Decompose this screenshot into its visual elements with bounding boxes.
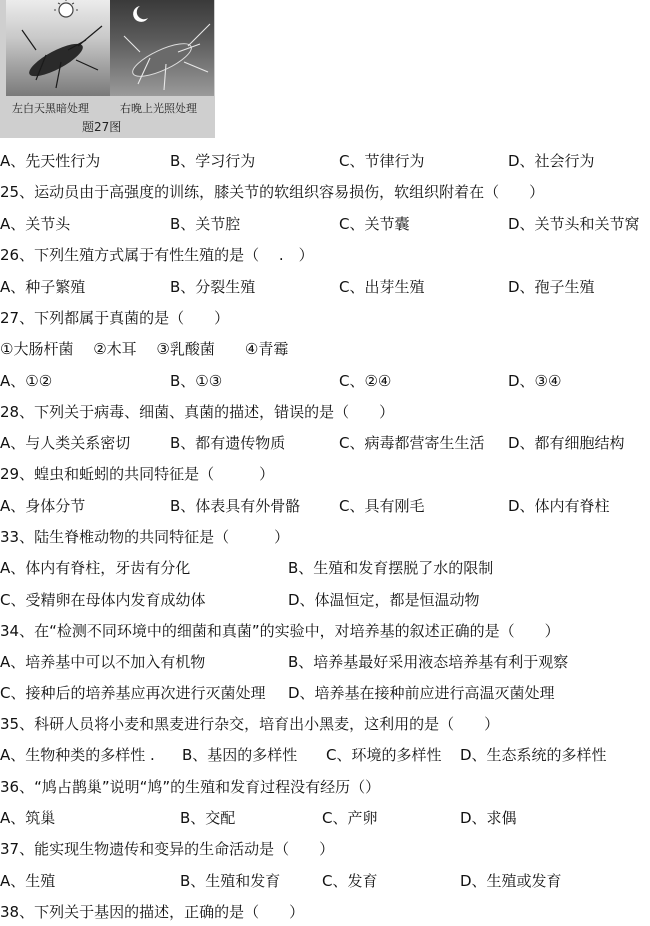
options-line (0, 651, 650, 673)
option-text: D、③④ (508, 372, 562, 390)
option-text: C、受精卵在母体内发育成幼体 (0, 591, 206, 609)
question-line (0, 401, 650, 423)
option-text: A、体内有脊柱，牙齿有分化 (0, 559, 191, 577)
option-text: A、①② (0, 372, 53, 390)
option-text: D、生态系统的多样性 (460, 746, 607, 764)
option-text: C、接种后的培养基应再次进行灭菌处理 (0, 684, 266, 702)
question-line (0, 307, 650, 329)
question-line (0, 244, 650, 266)
question-text: 37、能实现生物遗传和变异的生命活动是（ ） (0, 840, 335, 858)
option-text: B、①③ (170, 372, 223, 390)
moon-and-cockroach-icon (110, 0, 214, 96)
options-line (0, 432, 650, 454)
question-line (0, 338, 650, 360)
question-text: ①大肠杆菌 ②木耳 ③乳酸菌 ④青霉 (0, 340, 289, 358)
night-light-panel (110, 0, 214, 96)
question-text: 33、陆生脊椎动物的共同特征是（ ） (0, 528, 290, 546)
question-text: 34、在“检测不同环境中的细菌和真菌”的实验中，对培养基的叙述正确的是（ ） (0, 622, 560, 640)
options-line (0, 682, 650, 704)
option-text: D、社会行为 (508, 152, 595, 170)
option-text: A、与人类关系密切 (0, 434, 131, 452)
option-text: D、培养基在接种前应进行高温灭菌处理 (288, 684, 555, 702)
option-text: B、关节腔 (170, 215, 241, 233)
options-line (0, 150, 650, 172)
question-text: 28、下列关于病毒、细菌、真菌的描述，错误的是（ ） (0, 403, 395, 421)
options-line (0, 589, 650, 611)
option-text: C、产卵 (322, 809, 378, 827)
option-text: C、关节囊 (339, 215, 410, 233)
option-text: A、先天性行为 (0, 152, 101, 170)
option-text: A、筑巢 (0, 809, 56, 827)
option-text: C、发育 (322, 872, 378, 890)
question-line (0, 901, 650, 923)
option-text: B、交配 (180, 809, 236, 827)
option-text: A、生物种类的多样性 . (0, 746, 155, 764)
option-text: D、生殖或发育 (460, 872, 562, 890)
option-text: D、关节头和关节窝 (508, 215, 640, 233)
options-line (0, 807, 650, 829)
question-line (0, 838, 650, 860)
figure-title: 题27图 (82, 120, 122, 134)
question-27-figure (0, 0, 215, 138)
option-text: A、生殖 (0, 872, 56, 890)
question-line (0, 526, 650, 548)
question-text: 25、运动员由于高强度的训练，膝关节的软组织容易损伤，软组织附着在（ ） (0, 183, 545, 201)
options-line (0, 744, 650, 766)
options-line (0, 495, 650, 517)
question-text: 29、蝗虫和蚯蚓的共同特征是（ ） (0, 465, 275, 483)
question-text: 26、下列生殖方式属于有性生殖的是（ . ） (0, 246, 314, 264)
option-text: D、体温恒定，都是恒温动物 (288, 591, 480, 609)
sun-and-cockroach-icon (6, 0, 110, 96)
day-dark-panel (6, 0, 110, 96)
option-text: A、关节头 (0, 215, 71, 233)
question-line (0, 181, 650, 203)
question-line (0, 463, 650, 485)
option-text: C、具有刚毛 (339, 497, 425, 515)
options-line (0, 276, 650, 298)
option-text: B、体表具有外骨骼 (170, 497, 301, 515)
option-text: A、种子繁殖 (0, 278, 86, 296)
options-line (0, 213, 650, 235)
option-text: A、培养基中可以不加入有机物 (0, 653, 206, 671)
question-line (0, 776, 650, 798)
option-text: B、分裂生殖 (170, 278, 256, 296)
option-text: D、都有细胞结构 (508, 434, 625, 452)
option-text: B、都有遗传物质 (170, 434, 286, 452)
options-line (0, 370, 650, 392)
question-text: 27、下列都属于真菌的是（ ） (0, 309, 230, 327)
question-text: 35、科研人员将小麦和黑麦进行杂交，培育出小黑麦，这利用的是（ ） (0, 715, 500, 733)
option-text: C、节律行为 (339, 152, 425, 170)
figure-caption-right: 右晚上光照处理 (120, 102, 197, 115)
question-line (0, 713, 650, 735)
option-text: C、出芽生殖 (339, 278, 425, 296)
option-text: D、求偶 (460, 809, 517, 827)
option-text: C、病毒都营寄生生活 (339, 434, 485, 452)
option-text: D、孢子生殖 (508, 278, 595, 296)
question-text: 38、下列关于基因的描述，正确的是（ ） (0, 903, 305, 921)
figure-caption-left: 左白天黑暗处理 (12, 102, 89, 115)
option-text: A、身体分节 (0, 497, 86, 515)
option-text: B、生殖和发育摆脱了水的限制 (288, 559, 494, 577)
options-line (0, 870, 650, 892)
option-text: C、②④ (339, 372, 392, 390)
option-text: B、生殖和发育 (180, 872, 281, 890)
question-line (0, 620, 650, 642)
option-text: B、基因的多样性 (182, 746, 298, 764)
options-line (0, 557, 650, 579)
option-text: B、培养基最好采用液态培养基有利于观察 (288, 653, 569, 671)
option-text: C、环境的多样性 (326, 746, 442, 764)
question-text: 36、“鸠占鹊巢”说明“鸠”的生殖和发育过程没有经历（） (0, 778, 381, 796)
option-text: B、学习行为 (170, 152, 256, 170)
option-text: D、体内有脊柱 (508, 497, 610, 515)
